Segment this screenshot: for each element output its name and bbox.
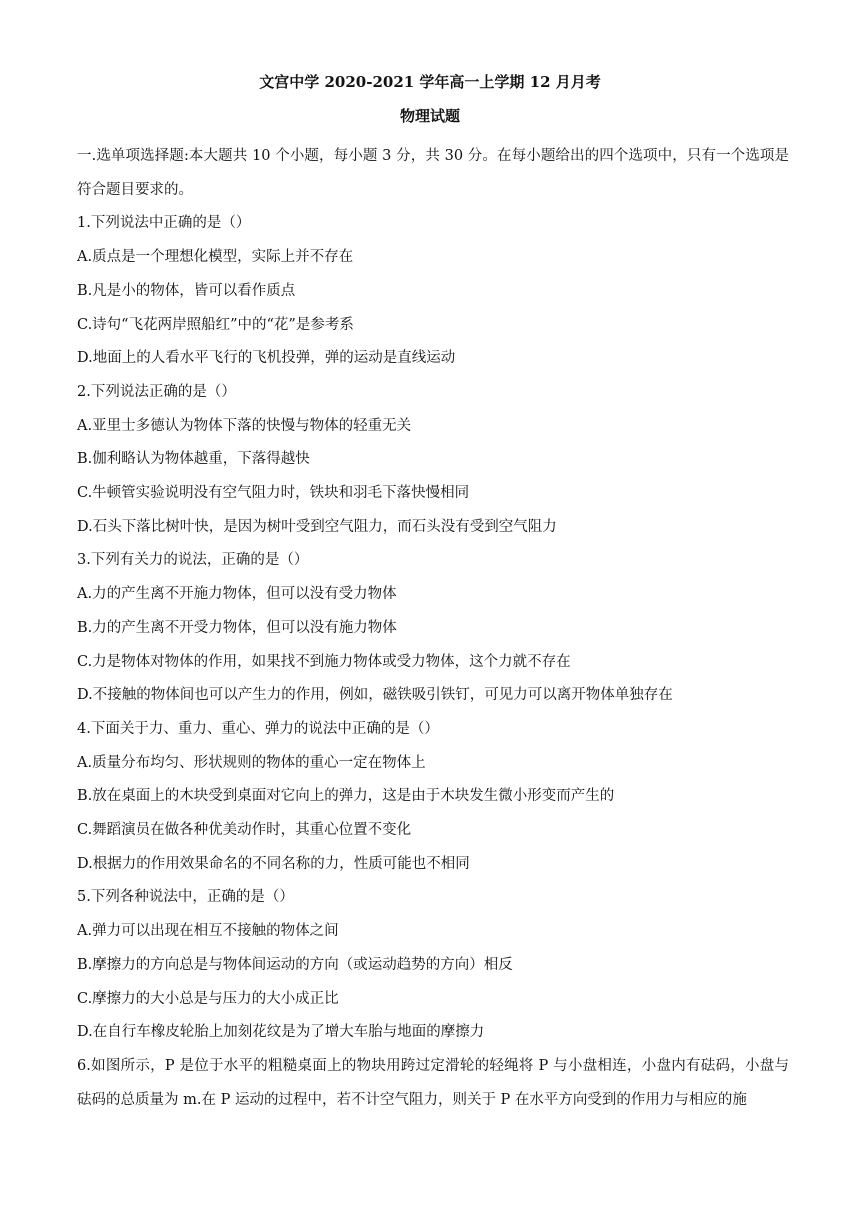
option-a: A.质点是一个理想化模型，实际上并不存在 [77, 249, 354, 266]
question-2 [77, 376, 789, 545]
question-stem: 5.下列各种说法中，正确的是（） [77, 889, 294, 906]
option-b: B.放在桌面上的木块受到桌面对它向上的弹力，这是由于木块发生微小形变而产生的 [77, 788, 615, 805]
question-stem: 1.下列说法中正确的是（） [77, 215, 251, 232]
option-d: D.石头下落比树叶快，是因为树叶受到空气阻力，而石头没有受到空气阻力 [77, 518, 557, 535]
option-b: B.摩擦力的方向总是与物体间运动的方向（或运动趋势的方向）相反 [77, 956, 513, 973]
question-4 [77, 713, 789, 882]
question-stem: 4.下面关于力、重力、重心、弹力的说法中正确的是（） [77, 720, 439, 737]
option-c: C.诗句“飞花两岸照船红”中的“花”是参考系 [77, 316, 354, 333]
option-a: A.质量分布均匀、形状规则的物体的重心一定在物体上 [77, 754, 426, 771]
question-stem: 2.下列说法正确的是（） [77, 383, 236, 400]
option-a: A.力的产生离不开施力物体，但可以没有受力物体 [77, 586, 397, 603]
option-c: C.摩擦力的大小总是与压力的大小成正比 [77, 990, 339, 1007]
option-a: A.亚里士多德认为物体下落的快慢与物体的轻重无关 [77, 417, 412, 434]
option-b: B.凡是小的物体，皆可以看作质点 [77, 282, 296, 299]
option-a: A.弹力可以出现在相互不接触的物体之间 [77, 923, 339, 940]
option-b: B.伽利略认为物体越重，下落得越快 [77, 451, 310, 468]
page-title: 文宫中学 2020-2021 学年高一上学期 12 月月考 [259, 73, 601, 91]
page-subtitle: 物理试题 [399, 107, 460, 125]
option-b: B.力的产生离不开受力物体，但可以没有施力物体 [77, 619, 397, 636]
section-heading: 一.选单项选择题:本大题共 10 个小题，每小题 3 分，共 30 分。在每小题给出的四个选项中，只有一个选项是符合题目要求的。 [77, 148, 789, 198]
option-c: C.牛顿管实验说明没有空气阻力时，铁块和羽毛下落快慢相同 [77, 485, 470, 502]
question-6 [77, 1050, 789, 1117]
option-c: C.力是物体对物体的作用，如果找不到施力物体或受力物体，这个力就不存在 [77, 653, 571, 670]
question-stem: 3.下列有关力的说法，正确的是（） [77, 552, 309, 569]
option-d: D.不接触的物体间也可以产生力的作用，例如，磁铁吸引铁钉，可见力可以离开物体单独存在 [77, 687, 673, 704]
option-d: D.地面上的人看水平飞行的飞机投弹，弹的运动是直线运动 [77, 350, 456, 367]
option-d: D.在自行车橡皮轮胎上加刻花纹是为了增大车胎与地面的摩擦力 [77, 1024, 485, 1041]
question-1 [77, 207, 789, 376]
option-c: C.舞蹈演员在做各种优美动作时，其重心位置不变化 [77, 822, 412, 839]
question-5 [77, 881, 789, 1050]
question-stem: 6.如图所示，P 是位于水平的粗糙桌面上的物块用跨过定滑轮的轻绳将 P 与小盘相连，小盘内有砝码，小盘与砝码的总质量为 m.在 P 运动的过程中，若不计空气阻力，则关于 P 在水平方向受到的作用力与相应的施 [77, 1057, 789, 1108]
option-d: D.根据力的作用效果命名的不同名称的力，性质可能也不相同 [77, 855, 470, 872]
question-3 [77, 544, 789, 713]
exam-content [77, 140, 789, 1117]
